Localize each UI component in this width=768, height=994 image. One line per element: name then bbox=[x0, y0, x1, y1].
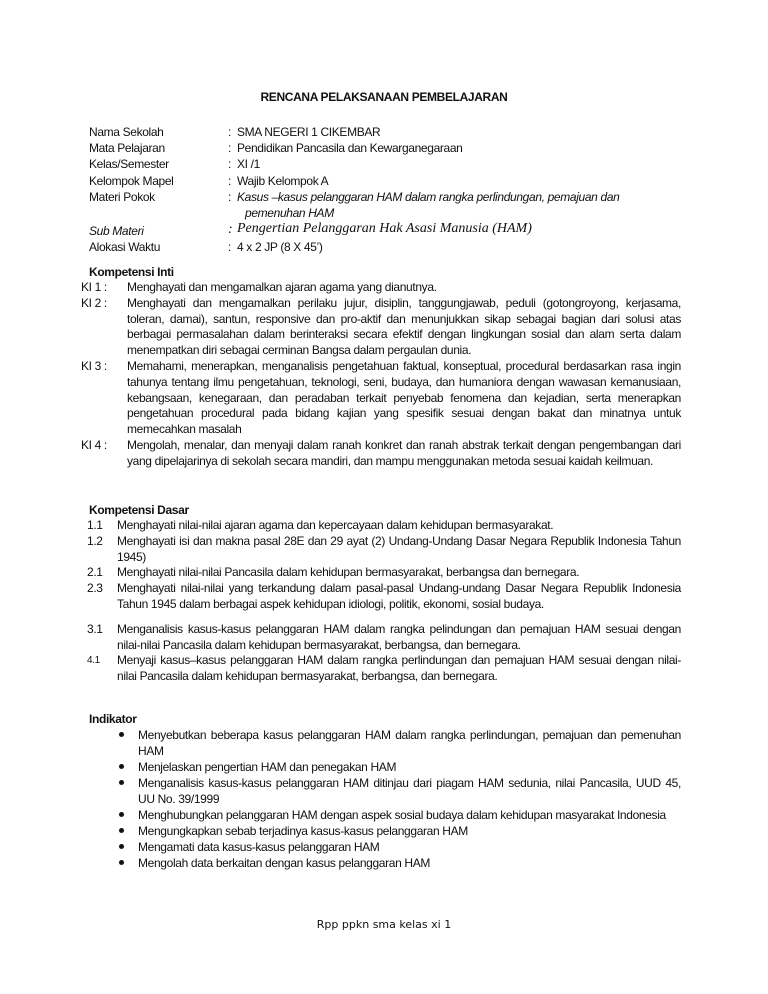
kd-item bbox=[89, 518, 681, 534]
indicator-text: Mengolah data berkaitan dengan kasus pelanggaran HAM bbox=[138, 856, 431, 870]
identity-value: SMA NEGERI 1 CIKEMBAR bbox=[237, 125, 381, 139]
indicator-item bbox=[89, 839, 681, 855]
identity-label: Alokasi Waktu bbox=[89, 240, 161, 255]
indicator-item bbox=[89, 727, 681, 759]
kd-number: 1.2 bbox=[87, 533, 103, 548]
kd-text: Menghayati nilai-nilai ajaran agama dan kepercayaan dalam kehidupan bermasyarakat. bbox=[117, 518, 554, 532]
bullet-icon bbox=[119, 828, 124, 833]
kd-item bbox=[89, 534, 681, 566]
ki-number: KI 3 : bbox=[81, 358, 107, 373]
kd-text: Menganalisis kasus-kasus pelanggaran HAM dalam rangka pelindungan dan pemajuan HAM sesuai dengan nilai-nilai Pancasila dalam kehidupan bermasyarakat, berbangsa, dan bernegara. bbox=[117, 621, 681, 652]
kd-text: Menyaji kasus–kasus pelanggaran HAM dalam rangka perlindungan dan pemajuan HAM sesuai dengan nilai-nilai Pancasila dalam kehidupan bermasyarakat, berbangsa, dan bernegara. bbox=[117, 653, 681, 684]
kd-text: Menghayati nilai-nilai yang terkandung dalam pasal-pasal Undang-undang Dasar Negara Republik Indonesia Tahun 1945 dalam berbagai aspek kehidupan idiologi, politik, ekonomi, sosial budaya. bbox=[117, 581, 681, 611]
bullet-icon bbox=[119, 860, 124, 865]
indicator-item bbox=[89, 823, 681, 839]
ki-number: KI 4 : bbox=[81, 437, 107, 452]
ki-item bbox=[81, 295, 681, 359]
identity-separator: : bbox=[228, 222, 233, 238]
identity-label: Materi Pokok bbox=[89, 189, 155, 204]
indicator-text: Mengungkapkan sebab terjadinya kasus-kasus pelanggaran HAM bbox=[138, 824, 468, 838]
kompetensi-inti-section bbox=[81, 264, 681, 470]
ki-number: KI 2 : bbox=[81, 295, 107, 310]
identity-separator: : bbox=[228, 157, 231, 172]
kompetensi-dasar-section bbox=[89, 502, 681, 685]
identity-label: Mata Pelajaran bbox=[89, 141, 165, 156]
section-heading: Indikator bbox=[89, 712, 137, 726]
identity-value: 4 x 2 JP (8 X 45’) bbox=[237, 240, 323, 255]
indicator-item bbox=[89, 807, 681, 823]
bullet-icon bbox=[119, 844, 124, 849]
ki-number: KI 1 : bbox=[81, 280, 107, 294]
bullet-icon bbox=[119, 732, 124, 737]
kd-text: Menghayati nilai-nilai Pancasila dalam kehidupan bermasyarakat, berbangsa dan bernegara. bbox=[117, 565, 580, 580]
kd-number: 2.1 bbox=[87, 565, 103, 580]
kd-item bbox=[89, 622, 681, 654]
identity-separator: : bbox=[228, 141, 231, 156]
indicator-item bbox=[89, 855, 681, 871]
ki-item bbox=[81, 358, 681, 438]
indicator-text: Menganalisis kasus-kasus pelanggaran HAM ditinjau dari piagam HAM sedunia, nilai Pancasila, UUD 45, UU No. 39/1999 bbox=[138, 776, 681, 806]
kd-number: 3.1 bbox=[87, 621, 103, 636]
identity-separator: : bbox=[228, 189, 231, 204]
indikator-section bbox=[89, 711, 681, 871]
ki-text: Mengolah, menalar, dan menyaji dalam ranah konkret dan ranah abstrak terkait dengan pengembangan dari yang dipelajarinya di sekolah secara mandiri, dan mampu menggunakan metoda sesuai kaidah keilmuan. bbox=[127, 437, 681, 468]
ki-item bbox=[81, 280, 681, 296]
identity-separator: : bbox=[228, 240, 231, 255]
kd-text: Menghayati isi dan makna pasal 28E dan 29 ayat (2) Undang-Undang Dasar Negara Republik Indonesia Tahun 1945) bbox=[117, 533, 681, 564]
identity-value: Kasus –kasus pelanggaran HAM dalam rangka perlindungan, pemajuan dan bbox=[237, 189, 620, 204]
indicator-text: Menyebutkan beberapa kasus pelanggaran HAM dalam rangka perlindungan, pemajuan dan pemenuhan HAM bbox=[138, 728, 681, 758]
kd-item bbox=[89, 581, 681, 613]
spacer bbox=[89, 613, 681, 622]
identity-value: Wajib Kelompok A bbox=[237, 173, 329, 188]
identity-value: Pendidikan Pancasila dan Kewarganegaraan bbox=[237, 141, 463, 156]
identity-label: Sub Materi bbox=[89, 224, 144, 239]
indicator-text: Menjelaskan pengertian HAM dan penegakan HAM bbox=[138, 760, 397, 774]
kd-item bbox=[89, 565, 681, 581]
identity-label: Kelas/Semester bbox=[89, 157, 169, 172]
identity-label: Nama Sekolah bbox=[89, 125, 164, 139]
ki-item bbox=[81, 437, 681, 470]
kd-number: 4.1 bbox=[87, 655, 100, 667]
identity-value-continued: pemenuhan HAM bbox=[245, 205, 334, 220]
kd-number: 2.3 bbox=[87, 581, 103, 596]
ki-text: Menghayati dan mengamalkan ajaran agama yang dianutnya. bbox=[127, 280, 437, 294]
bullet-icon bbox=[119, 812, 124, 817]
ki-text: Memahami, menerapkan, menganalisis pengetahuan faktual, konseptual, procedural berdasarkan rasa ingin tahunya tentang ilmu pengetahuan, teknologi, seni, budaya, dan humaniora dengan wawasan kemanusiaan, kebangsaan, kenegaraan, dan peradaban terkait penyebab fenomena dan kejadian, serta menerapkan pengetahuan procedural pada bidang kajian yang spesifik sesuai dengan bakat dan minatnya untuk memecahkan masalah bbox=[127, 358, 681, 437]
section-heading: Kompetensi Inti bbox=[89, 265, 174, 279]
page-footer: Rpp ppkn sma kelas xi 1 bbox=[316, 918, 452, 931]
bullet-icon bbox=[119, 780, 124, 785]
identity-separator: : bbox=[228, 125, 231, 139]
section-heading: Kompetensi Dasar bbox=[89, 503, 189, 517]
identity-value: XI /1 bbox=[237, 157, 260, 172]
indicator-item bbox=[89, 775, 681, 807]
bullet-icon bbox=[119, 764, 124, 769]
indicator-item bbox=[89, 759, 681, 775]
indicator-text: Mengamati data kasus-kasus pelanggaran HAM bbox=[138, 840, 380, 854]
ki-text: Menghayati dan mengamalkan perilaku jujur, disiplin, tanggungjawab, peduli (gotongroyong, kerjasama, toleran, damai), santun, responsive dan pro-aktif dan menunjukkan sikap sebagai bagian dari solusi atas berbagai permasalahan dalam berinteraksi secara efektif dengan lingkungan sosial dan alam serta dalam menempatkan diri sebagai cerminan Bangsa dalam pergaulan dunia. bbox=[127, 295, 681, 358]
identity-separator: : bbox=[228, 173, 231, 188]
identity-value: Pengertian Pelanggaran Hak Asasi Manusia (HAM) bbox=[237, 221, 532, 237]
kd-item bbox=[89, 653, 681, 685]
indicator-text: Menghubungkan pelanggaran HAM dengan aspek sosial budaya dalam kehidupan masyarakat Indonesia bbox=[138, 808, 666, 822]
identity-label: Kelompok Mapel bbox=[89, 173, 174, 188]
page-title: RENCANA PELAKSANAAN PEMBELAJARAN bbox=[260, 90, 508, 104]
kd-number: 1.1 bbox=[87, 518, 103, 532]
